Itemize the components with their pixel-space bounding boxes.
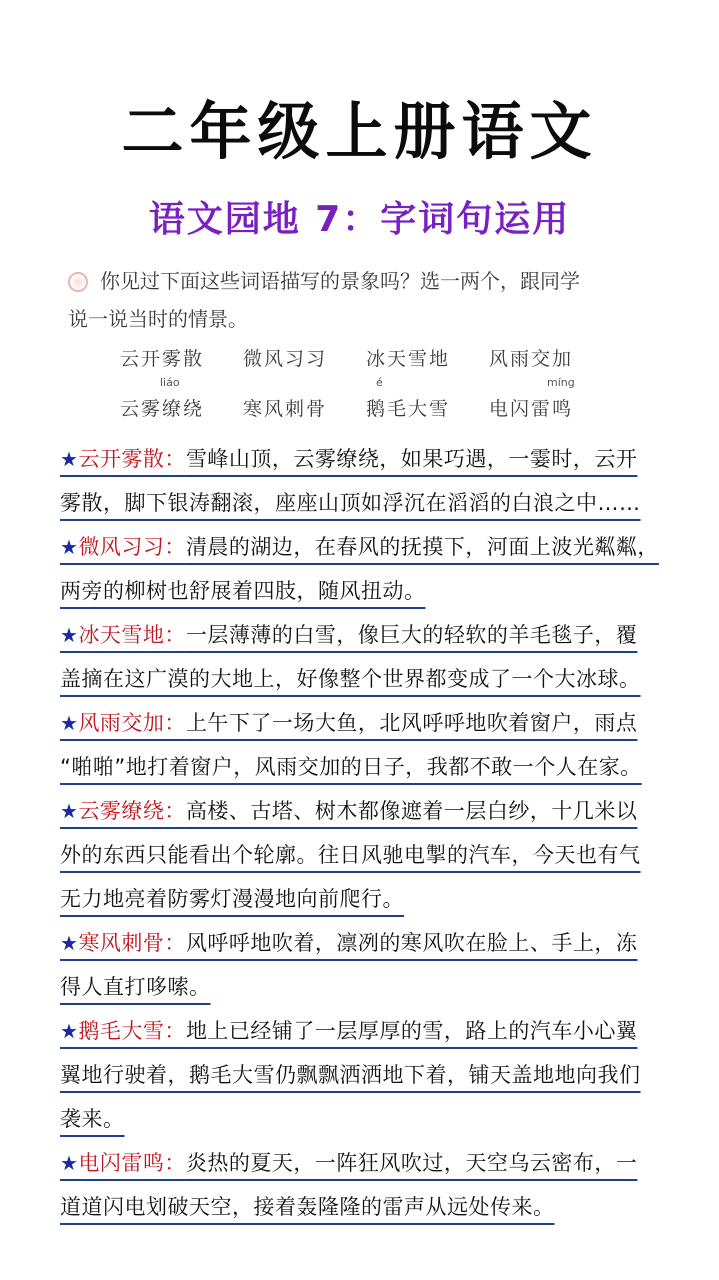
entry-term: 冰天雪地： [78, 623, 186, 647]
entry: ★冰天雪地：一层薄薄的白雪，像巨大的轻软的羊毛毯子，覆 盖摘在这广漠的大地上，好像整个世界都变成了一个大冰球。 [60, 623, 641, 691]
entry-term: 电闪雷鸣： [78, 1151, 186, 1175]
pinyin-annotation: liáo [160, 376, 180, 389]
word-item: é 鹅毛大雪 [366, 376, 451, 420]
word-grid [120, 336, 600, 422]
star-icon: ★ [60, 1151, 79, 1175]
star-icon: ★ [60, 1019, 79, 1043]
entry: ★云开雾散：雪峰山顶，云雾缭绕，如果巧遇，一霎时，云开 雾散，脚下银涛翻滚，座座山顶如浮沉在滔滔的白浪之中…… [60, 447, 641, 515]
word-item: 寒风刺骨 [243, 398, 328, 420]
entry-term: 寒风刺骨： [78, 931, 186, 955]
word-item: liáo 云雾缭绕 [120, 376, 205, 420]
entry: ★风雨交加：上午下了一场大鱼，北风呼呼地吹着窗户，雨点 “啪啪”地打着窗户，风雨交加的日子，我都不敢一个人在家。 [60, 711, 642, 779]
word-item: 云开雾散 [120, 348, 205, 370]
star-icon: ★ [60, 711, 79, 735]
entry: ★寒风刺骨：风呼呼地吹着，凛冽的寒风吹在脸上、手上，冻 得人直打哆嗦。 [60, 931, 638, 999]
star-icon: ★ [60, 535, 79, 559]
entry-term: 风雨交加： [78, 711, 186, 735]
entry: ★云雾缭绕：高楼、古塔、树木都像遮着一层白纱，十几米以 外的东西只能看出个轮廓。往日风驰电掣的汽车，今天也有气 无力地亮着防雾灯漫漫地向前爬行。 [60, 799, 641, 911]
entry: ★微风习习：清晨的湖边，在春风的抚摸下，河面上波光粼粼， 两旁的柳树也舒展着四肢，随风扭动。 [60, 535, 659, 603]
entry: ★电闪雷鸣：炎热的夏天，一阵狂风吹过，天空乌云密布，一 道道闪电划破天空，接着轰隆隆的雷声从远处传来。 [60, 1151, 638, 1219]
entries-list [60, 437, 660, 1229]
entry-term: 云雾缭绕： [78, 799, 186, 823]
pinyin-annotation: míng [547, 376, 575, 389]
prompt-line-1: 你见过下面这些词语描写的景象吗？选一两个，跟同学 [100, 269, 580, 293]
word-item: 微风习习 [243, 348, 328, 370]
exercise-prompt [68, 262, 628, 338]
star-icon: ★ [60, 447, 79, 471]
star-icon: ★ [60, 799, 79, 823]
prompt-line-2: 说一说当时的情景。 [68, 307, 248, 331]
entry: ★鹅毛大雪：地上已经铺了一层厚厚的雪，路上的汽车小心翼 翼地行驶着，鹅毛大雪仍飘飘洒洒地下着，铺天盖地地向我们 袭来。 [60, 1019, 641, 1131]
star-icon: ★ [60, 931, 79, 955]
page-subtitle: 语文园地 7：字词句运用 [148, 199, 571, 240]
entry-term: 微风习习： [78, 535, 186, 559]
word-item: 风雨交加 [489, 348, 574, 370]
star-icon: ★ [60, 623, 79, 647]
word-item: míng 电闪雷鸣 [489, 376, 575, 420]
entry-term: 云开雾散： [78, 447, 186, 471]
page-title: 二年级上册语文 [121, 95, 598, 168]
pinyin-annotation: é [376, 376, 383, 389]
word-item: 冰天雪地 [366, 348, 451, 370]
entry-term: 鹅毛大雪： [78, 1019, 186, 1043]
